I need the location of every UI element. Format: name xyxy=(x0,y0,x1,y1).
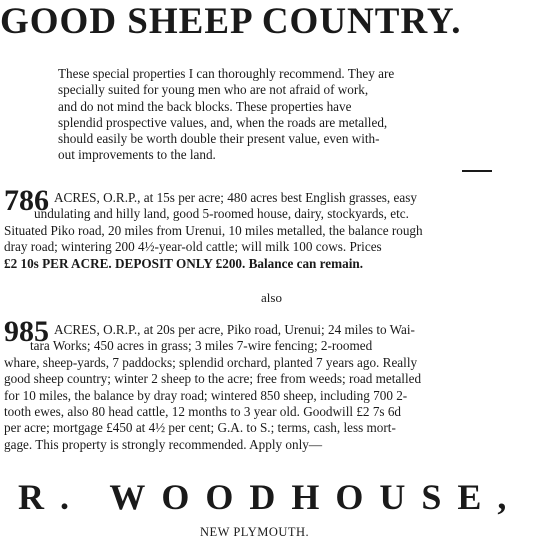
lot-2-line: per acre; mortgage £450 at 4½ per cent; G.A. to S.; terms, cash, less mort- xyxy=(4,420,396,436)
lot-2-line: tara Works; 450 acres in grass; 3 miles 7-wire fencing; 2-roomed xyxy=(30,338,373,354)
lot-1-line: £2 10s PER ACRE. DEPOSIT ONLY £200. Balance can remain. xyxy=(4,255,364,271)
lot-1-line: dray road; wintering 200 4½-year-old cattle; will milk 100 cows. Prices xyxy=(4,239,382,255)
lot-2-description xyxy=(4,322,421,453)
lot-1-line: ACRES, O.R.P., at 15s per acre; 480 acres best English grasses, easy xyxy=(54,190,417,205)
lot-1-number: 786 xyxy=(4,184,49,217)
headline: GOOD SHEEP COUNTRY. xyxy=(0,1,462,42)
intro-paragraph xyxy=(58,66,490,164)
advertiser-name: R. WOODHOUSE, xyxy=(18,477,523,517)
lot-2-line: good sheep country; winter 2 sheep to the acre; free from weeds; road metalled xyxy=(4,371,422,387)
lot-2-number: 985 xyxy=(4,315,49,348)
advertiser-location: NEW PLYMOUTH. xyxy=(200,525,310,539)
lot-2-line: for 10 miles, the balance by dray road; wintered 850 sheep, including 700 2- xyxy=(4,387,408,403)
intro-line: These special properties I can thoroughly recommend. They are xyxy=(58,66,395,81)
lot-2-line: whare, sheep-yards, 7 paddocks; splendid orchard, planted 7 years ago. Really xyxy=(4,354,418,370)
intro-line: specially suited for young men who are not afraid of work, xyxy=(58,82,369,98)
lot-2-line: tooth ewes, also 80 head cattle, 12 months to 3 year old. Goodwill £2 7s 6d xyxy=(4,404,402,420)
intro-line: should easily be worth double their present value, even with- xyxy=(58,131,380,147)
intro-line: and do not mind the back blocks. These properties have xyxy=(58,98,352,114)
lot-1-line: Situated Piko road, 20 miles from Urenui, 10 miles metalled, the balance rough xyxy=(4,222,423,238)
lot-1-description xyxy=(4,190,423,272)
intro-line: splendid prospective values, and, when the roads are metalled, xyxy=(58,114,388,130)
lot-2-line: ACRES, O.R.P., at 20s per acre, Piko road, Urenui; 24 miles to Wai- xyxy=(54,322,415,337)
section-divider xyxy=(462,170,492,172)
also-separator: also xyxy=(261,290,282,305)
lot-1-line: undulating and hilly land, good 5-roomed house, dairy, stockyards, etc. xyxy=(34,206,409,222)
intro-line: out improvements to the land. xyxy=(58,147,216,163)
lot-2-line: gage. This property is strongly recommended. Apply only— xyxy=(4,436,323,452)
